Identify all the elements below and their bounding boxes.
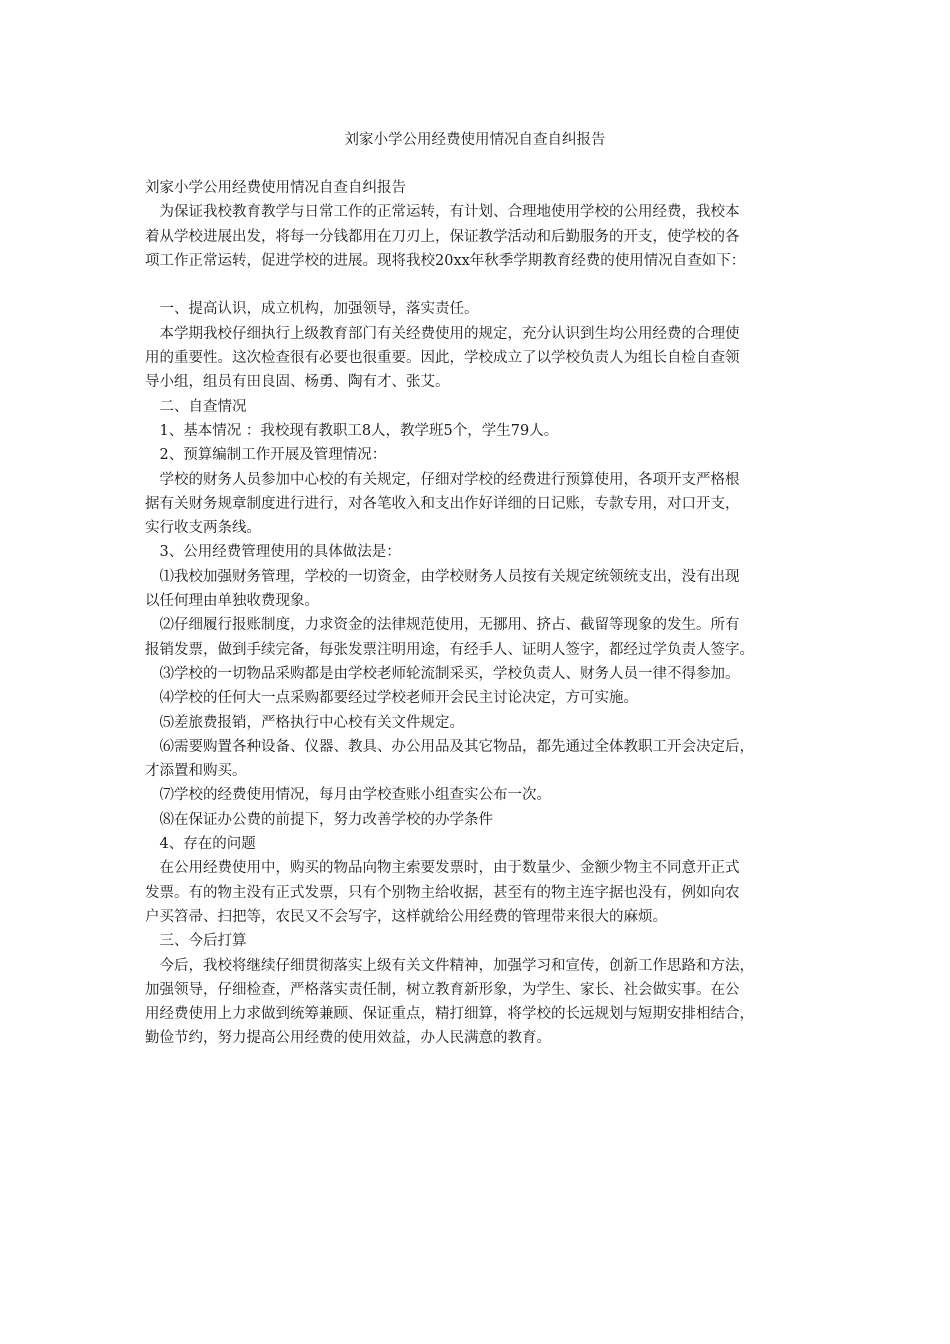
text-line: ⑸差旅费报销，严格执行中心校有关文件规定。 [145, 714, 464, 731]
document-body [145, 176, 815, 1051]
text-line: 本学期我校仔细执行上级教育部门有关经费使用的规定，充分认识到生均公用经费的合理使 [145, 325, 740, 342]
text-line: 今后，我校将继续仔细贯彻落实上级有关文件精神，加强学习和宣传，创新工作思路和方法， [145, 957, 754, 974]
text-line: 在公用经费使用中，购买的物品向物主索要发票时，由于数量少、金额少物主不同意开正式 [145, 860, 740, 877]
document-title: 刘家小学公用经费使用情况自查自纠报告 [344, 132, 606, 148]
text-line: 学校的财务人员参加中心校的有关规定，仔细对学校的经费进行预算使用，各项开支严格根 [145, 471, 740, 488]
text-line: 1、基本情况 ：我校现有教职工8人，教学班5个，学生79人。 [145, 422, 559, 439]
text-line: 户买笤帚、扫把等，农民又不会写字，这样就给公用经费的管理带来很大的麻烦。 [145, 908, 667, 925]
text-line: ⑹需要购置各种设备、仪器、教具、办公用品及其它物品，都先通过全体教职工开会决定后， [145, 738, 754, 755]
text-line: ⑻在保证办公费的前提下，努力改善学校的办学条件 [145, 811, 493, 828]
text-line: 据有关财务规章制度进行进行，对各笔收入和支出作好详细的日记账，专款专用，对口开支， [145, 495, 740, 512]
text-line: 发票。有的物主没有正式发票，只有个别物主给收据，甚至有的物主连字据也没有，例如向农 [145, 884, 740, 901]
text-line: 加强领导，仔细检查，严格落实责任制，树立教育新形象，为学生、家长、社会做实事。在公 [145, 981, 740, 998]
text-line: 着从学校进展出发，将每一分钱都用在刀刃上，保证教学活动和后勤服务的开支，使学校的各 [145, 228, 740, 245]
text-line: ⑵仔细履行报账制度，力求资金的法律规范使用，无挪用、挤占、截留等现象的发生。所有 [145, 617, 740, 634]
text-line [145, 273, 815, 297]
text-line: 项工作正常运转，促进学校的进展。现将我校20xx年秋季学期教育经费的使用情况自查如下： [145, 252, 746, 269]
text-line: 2、预算编制工作开展及管理情况： [145, 447, 387, 464]
text-line: 才添置和购买。 [145, 763, 247, 780]
text-line: ⑺学校的经费使用情况，每月由学校查账小组查实公布一次。 [145, 787, 551, 804]
text-line: 导小组，组员有田良固、杨勇、陶有才、张艾。 [145, 374, 450, 391]
text-line: 勤俭节约，努力提高公用经费的使用效益，办人民满意的教育。 [145, 1030, 551, 1047]
text-line: ⑷学校的任何大一点采购都要经过学校老师开会民主讨论决定，方可实施。 [145, 690, 638, 707]
text-line: 3、公用经费管理使用的具体做法是： [145, 544, 401, 561]
text-line: 为保证我校教育教学与日常工作的正常运转，有计划、合理地使用学校的公用经费，我校本 [145, 204, 740, 221]
text-line: 4、存在的问题 [145, 836, 256, 853]
text-line: 用经费使用上力求做到统筹兼顾、保证重点，精打细算，将学校的长远规划与短期安排相结合， [145, 1006, 754, 1023]
text-line: 报销发票，做到手续完备，每张发票注明用途，有经手人、证明人签字，都经过学负责人签字。 [145, 641, 754, 658]
text-line: 用的重要性。这次检查很有必要也很重要。因此，学校成立了以学校负责人为组长自检自查领 [145, 350, 740, 367]
text-line: ⑶学校的一切物品采购都是由学校老师轮流制采买，学校负责人、财务人员一律不得参加。 [145, 665, 740, 682]
text-line: 一、提高认识，成立机构，加强领导，落实责任。 [145, 301, 479, 318]
text-line: 三、今后打算 [145, 933, 247, 950]
text-line: 二、自查情况 [145, 398, 247, 415]
text-line: 刘家小学公用经费使用情况自查自纠报告 [145, 180, 406, 196]
text-line: ⑴我校加强财务管理，学校的一切资金，由学校财务人员按有关规定统领统支出，没有出现 [145, 568, 740, 585]
text-line: 以任何理由单独收费现象。 [145, 593, 319, 610]
text-line: 实行收支两条线。 [145, 520, 261, 537]
